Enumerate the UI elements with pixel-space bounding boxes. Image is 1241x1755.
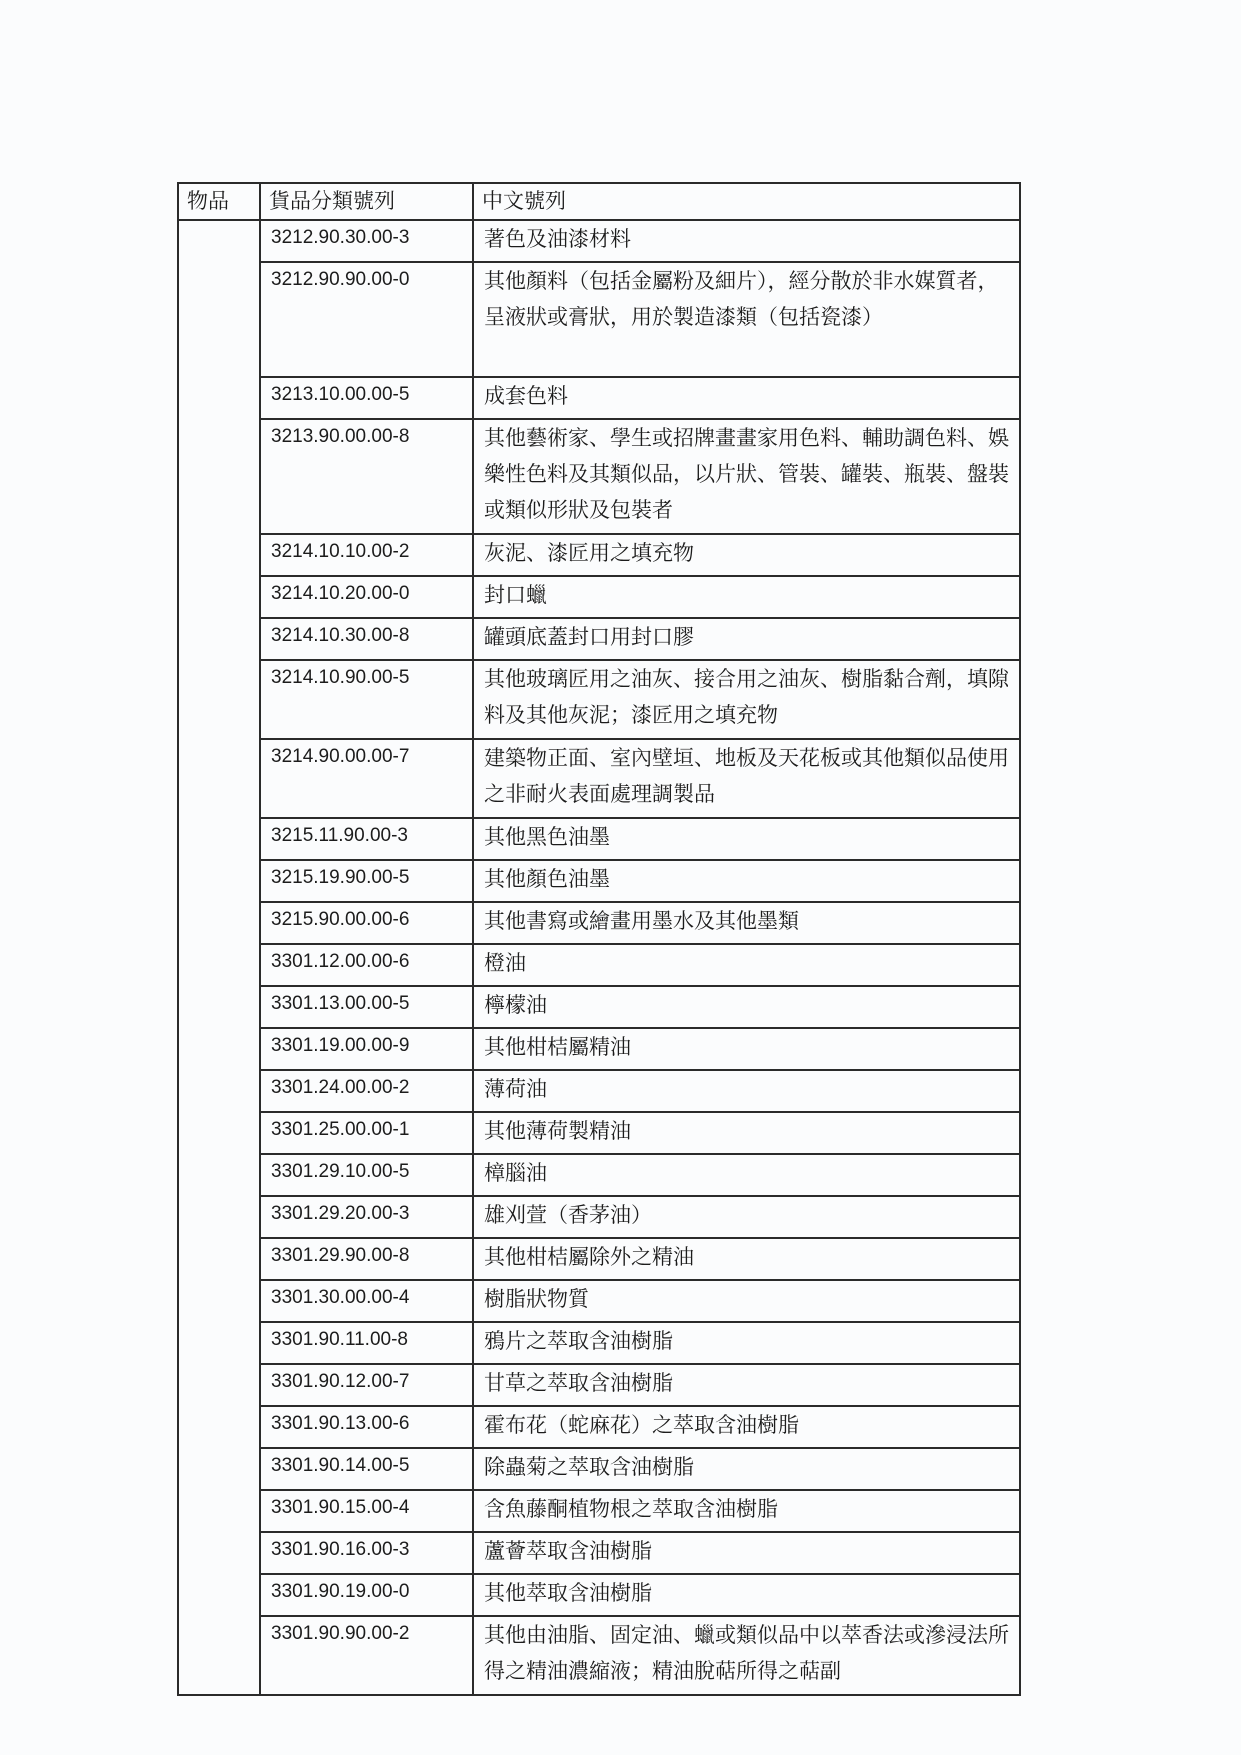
description-cell: 其他顏色油墨 (473, 860, 1020, 902)
table-row (178, 576, 1020, 618)
description-cell: 其他書寫或繪畫用墨水及其他墨類 (473, 902, 1020, 944)
description-cell: 樹脂狀物質 (473, 1280, 1020, 1322)
code-cell: 3301.25.00.00-1 (260, 1112, 473, 1154)
table-row (178, 818, 1020, 860)
table-row (178, 1448, 1020, 1490)
code-cell: 3301.90.19.00-0 (260, 1574, 473, 1616)
table-row (178, 419, 1020, 534)
header-code: 貨品分類號列 (260, 183, 473, 220)
code-cell: 3214.10.30.00-8 (260, 618, 473, 660)
code-cell: 3301.90.16.00-3 (260, 1532, 473, 1574)
description-cell: 建築物正面、室內壁垣、地板及天花板或其他類似品使用之非耐火表面處理調製品 (473, 739, 1020, 818)
code-cell: 3213.10.00.00-5 (260, 377, 473, 419)
header-item: 物品 (178, 183, 260, 220)
description-cell: 甘草之萃取含油樹脂 (473, 1364, 1020, 1406)
table-row (178, 1112, 1020, 1154)
description-cell: 含魚藤酮植物根之萃取含油樹脂 (473, 1490, 1020, 1532)
code-cell: 3301.30.00.00-4 (260, 1280, 473, 1322)
code-cell: 3301.90.14.00-5 (260, 1448, 473, 1490)
item-cell (178, 220, 260, 1695)
description-cell: 薄荷油 (473, 1070, 1020, 1112)
description-cell: 其他顏料（包括金屬粉及細片），經分散於非水媒質者，呈液狀或膏狀，用於製造漆類（包括瓷漆） (473, 262, 1020, 377)
code-cell: 3301.90.90.00-2 (260, 1616, 473, 1695)
description-cell: 罐頭底蓋封口用封口膠 (473, 618, 1020, 660)
table-row (178, 1364, 1020, 1406)
table-row (178, 1154, 1020, 1196)
code-cell: 3301.90.11.00-8 (260, 1322, 473, 1364)
code-cell: 3301.12.00.00-6 (260, 944, 473, 986)
table-row (178, 986, 1020, 1028)
description-cell: 著色及油漆材料 (473, 220, 1020, 262)
description-cell: 其他由油脂、固定油、蠟或類似品中以萃香法或滲浸法所得之精油濃縮液；精油脫萜所得之萜副 (473, 1616, 1020, 1695)
table-row (178, 1406, 1020, 1448)
code-cell: 3215.19.90.00-5 (260, 860, 473, 902)
code-cell: 3301.29.20.00-3 (260, 1196, 473, 1238)
table-row (178, 262, 1020, 377)
code-cell: 3301.90.12.00-7 (260, 1364, 473, 1406)
table-row (178, 1196, 1020, 1238)
code-cell: 3301.90.15.00-4 (260, 1490, 473, 1532)
code-cell: 3301.29.10.00-5 (260, 1154, 473, 1196)
table-row (178, 1490, 1020, 1532)
description-cell: 其他黑色油墨 (473, 818, 1020, 860)
table-row (178, 618, 1020, 660)
table-row (178, 1532, 1020, 1574)
table-body (178, 220, 1020, 1695)
table-row (178, 534, 1020, 576)
description-cell: 其他薄荷製精油 (473, 1112, 1020, 1154)
table-row (178, 1070, 1020, 1112)
table-row (178, 944, 1020, 986)
table-row (178, 1322, 1020, 1364)
description-cell: 橙油 (473, 944, 1020, 986)
code-cell: 3301.24.00.00-2 (260, 1070, 473, 1112)
description-cell: 其他柑桔屬除外之精油 (473, 1238, 1020, 1280)
header-name: 中文號列 (473, 183, 1020, 220)
table-row (178, 902, 1020, 944)
code-cell: 3301.29.90.00-8 (260, 1238, 473, 1280)
description-cell: 其他玻璃匠用之油灰、接合用之油灰、樹脂黏合劑，填隙料及其他灰泥；漆匠用之填充物 (473, 660, 1020, 739)
code-cell: 3212.90.30.00-3 (260, 220, 473, 262)
table-row (178, 220, 1020, 262)
description-cell: 其他萃取含油樹脂 (473, 1574, 1020, 1616)
table-row (178, 1574, 1020, 1616)
description-cell: 除蟲菊之萃取含油樹脂 (473, 1448, 1020, 1490)
code-cell: 3214.10.20.00-0 (260, 576, 473, 618)
table-row (178, 739, 1020, 818)
code-cell: 3213.90.00.00-8 (260, 419, 473, 534)
goods-classification-table (177, 182, 1021, 1696)
description-cell: 樟腦油 (473, 1154, 1020, 1196)
description-cell: 霍布花（蛇麻花）之萃取含油樹脂 (473, 1406, 1020, 1448)
code-cell: 3214.10.10.00-2 (260, 534, 473, 576)
code-cell: 3301.13.00.00-5 (260, 986, 473, 1028)
code-cell: 3301.19.00.00-9 (260, 1028, 473, 1070)
description-cell: 檸檬油 (473, 986, 1020, 1028)
table-row (178, 1616, 1020, 1695)
description-cell: 成套色料 (473, 377, 1020, 419)
code-cell: 3212.90.90.00-0 (260, 262, 473, 377)
table-row (178, 1028, 1020, 1070)
description-cell: 其他藝術家、學生或招牌畫畫家用色料、輔助調色料、娛樂性色料及其類似品，以片狀、管裝、罐裝、瓶裝、盤裝或類似形狀及包裝者 (473, 419, 1020, 534)
description-cell: 其他柑桔屬精油 (473, 1028, 1020, 1070)
description-cell: 封口蠟 (473, 576, 1020, 618)
code-cell: 3214.90.00.00-7 (260, 739, 473, 818)
code-cell: 3214.10.90.00-5 (260, 660, 473, 739)
description-cell: 雄刈萱（香茅油） (473, 1196, 1020, 1238)
description-cell: 灰泥、漆匠用之填充物 (473, 534, 1020, 576)
description-cell: 鴉片之萃取含油樹脂 (473, 1322, 1020, 1364)
table-row (178, 1280, 1020, 1322)
table-row (178, 377, 1020, 419)
table-header-row (178, 183, 1020, 220)
code-cell: 3215.90.00.00-6 (260, 902, 473, 944)
description-cell: 蘆薈萃取含油樹脂 (473, 1532, 1020, 1574)
code-cell: 3301.90.13.00-6 (260, 1406, 473, 1448)
table-row (178, 660, 1020, 739)
table-row (178, 860, 1020, 902)
code-cell: 3215.11.90.00-3 (260, 818, 473, 860)
table-row (178, 1238, 1020, 1280)
